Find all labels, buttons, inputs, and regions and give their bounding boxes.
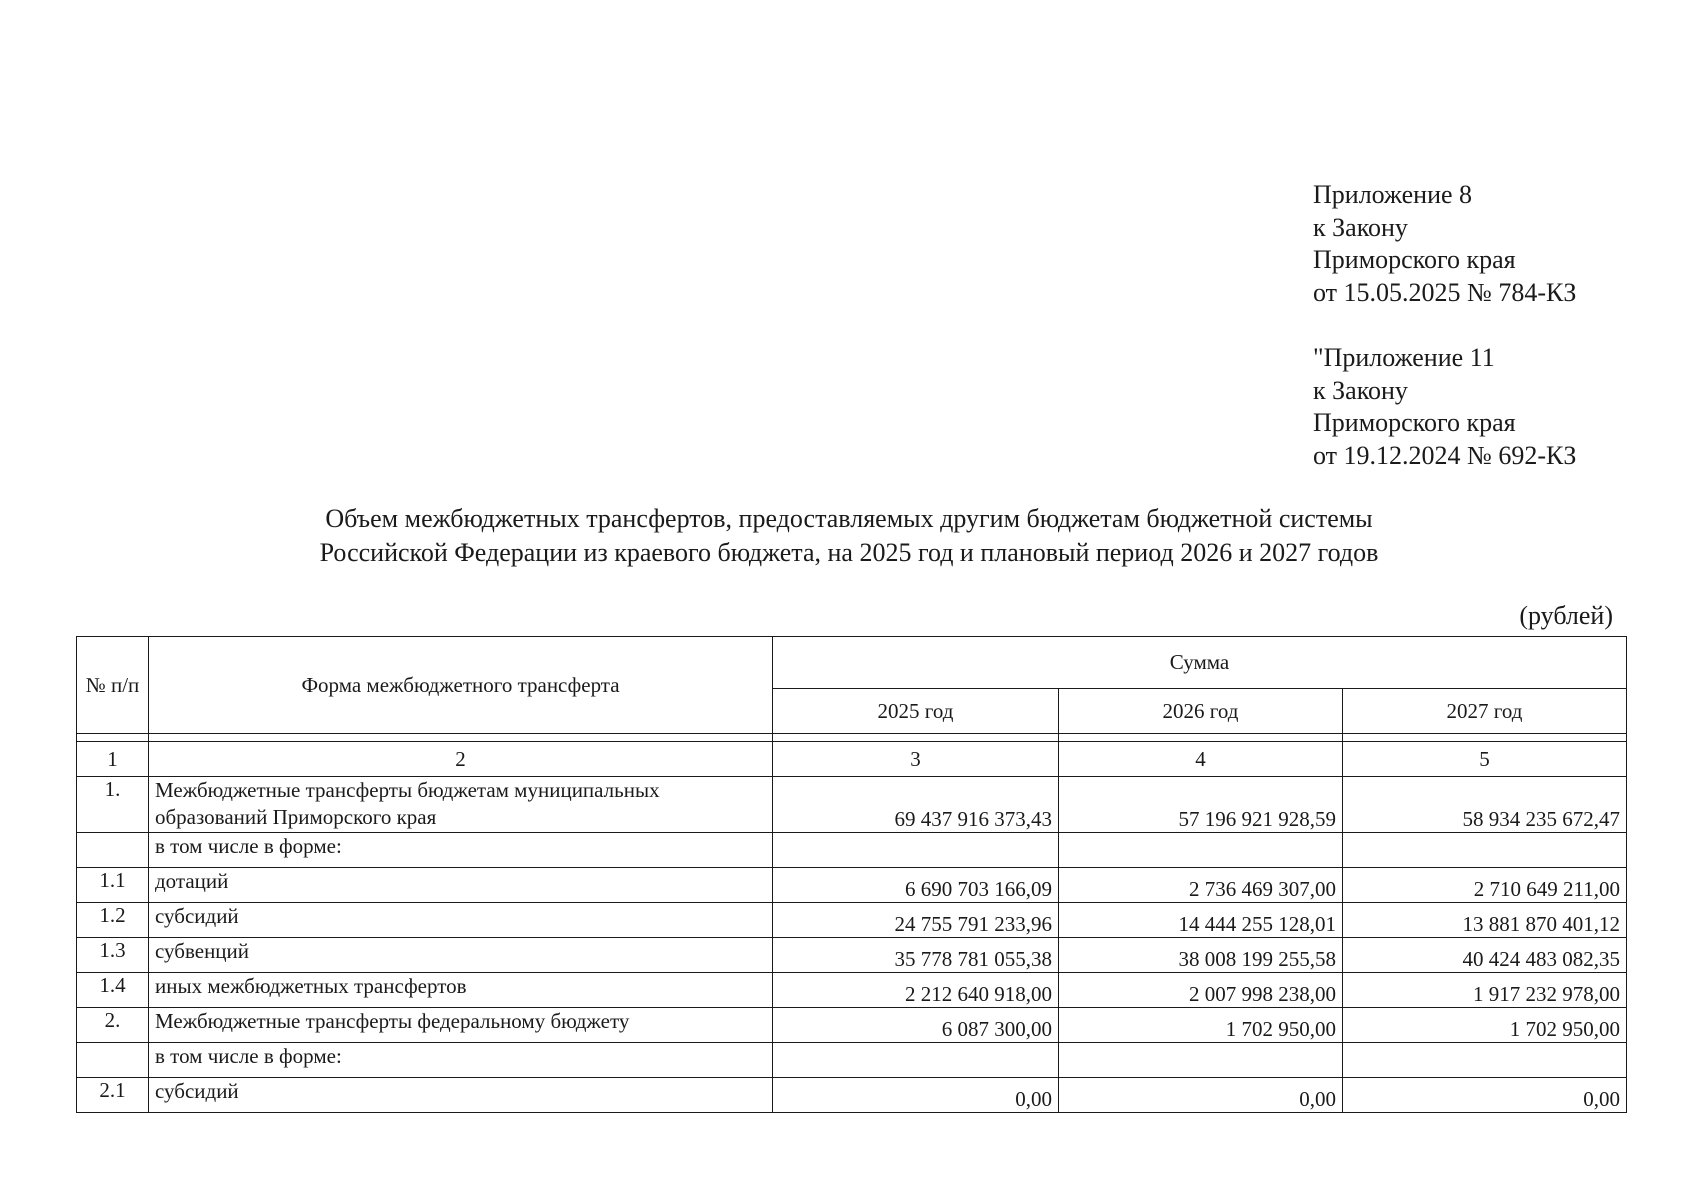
column-number: 5 [1343,742,1627,777]
appendix-line: от 19.12.2024 № 692-КЗ [1313,440,1577,470]
column-number: 2 [149,742,773,777]
document-title [0,502,1698,570]
value-2025: 69 437 916 373,43 [773,777,1059,833]
appendix-amended-reference [1313,342,1576,472]
header-year-2025: 2025 год [773,689,1059,734]
appendix-line: Приложение 8 [1313,180,1473,209]
title-line: Российской Федерации из краевого бюджета, на 2025 год и плановый период 2026 и 2027 годов [319,538,1379,567]
value-2026: 2 007 998 238,00 [1059,973,1343,1008]
value-2025: 35 778 781 055,38 [773,938,1059,973]
value-2026: 14 444 255 128,01 [1059,903,1343,938]
appendix-line: от 15.05.2025 № 784-КЗ [1313,277,1577,307]
value-2026: 38 008 199 255,58 [1059,938,1343,973]
table-row [77,1043,1627,1078]
value-2027: 2 710 649 211,00 [1343,868,1627,903]
row-name: Межбюджетные трансферты бюджетам муниципальных образований Приморского края [149,777,773,833]
value-2025: 6 690 703 166,09 [773,868,1059,903]
value-2027: 58 934 235 672,47 [1343,777,1627,833]
table-row [77,868,1627,903]
value-2026: 0,00 [1059,1078,1343,1113]
title-line: Объем межбюджетных трансфертов, предоставляемых другим бюджетам бюджетной системы [325,504,1373,533]
row-number: 1.1 [77,868,149,903]
row-number: 1.2 [77,903,149,938]
appendix-line: к Закону [1313,212,1408,242]
row-name: субсидий [149,1078,773,1113]
table-row [77,903,1627,938]
value-2027: 0,00 [1343,1078,1627,1113]
row-number: 2.1 [77,1078,149,1113]
appendix-current-reference [1313,179,1576,309]
row-number [77,1043,149,1078]
transfers-table [76,636,1627,1113]
appendix-line: Приморского края [1313,245,1516,274]
table-row [77,973,1627,1008]
value-2025 [773,833,1059,868]
row-name: в том числе в форме: [149,833,773,868]
row-number: 1.3 [77,938,149,973]
column-number: 1 [77,742,149,777]
header-no: № п/п [77,637,149,734]
table-row [77,833,1627,868]
row-number: 1. [77,777,149,833]
value-2027: 1 702 950,00 [1343,1008,1627,1043]
value-2027 [1343,1043,1627,1078]
value-2025 [773,1043,1059,1078]
header-form: Форма межбюджетного трансферта [149,637,773,734]
value-2025: 0,00 [773,1078,1059,1113]
row-number: 2. [77,1008,149,1043]
row-name: субвенций [149,938,773,973]
value-2027 [1343,833,1627,868]
row-name: Межбюджетные трансферты федеральному бюджету [149,1008,773,1043]
row-name: иных межбюджетных трансфертов [149,973,773,1008]
header-year-2027: 2027 год [1343,689,1627,734]
header-row-top [77,637,1627,689]
value-2025: 6 087 300,00 [773,1008,1059,1043]
value-2027: 1 917 232 978,00 [1343,973,1627,1008]
row-name: дотаций [149,868,773,903]
header-separator [77,734,1627,742]
appendix-line: "Приложение 11 [1313,343,1495,372]
row-name: в том числе в форме: [149,1043,773,1078]
table-row [77,1008,1627,1043]
header-year-2026: 2026 год [1059,689,1343,734]
value-2025: 24 755 791 233,96 [773,903,1059,938]
column-number-row [77,742,1627,777]
value-2026: 57 196 921 928,59 [1059,777,1343,833]
value-2026: 1 702 950,00 [1059,1008,1343,1043]
value-2027: 40 424 483 082,35 [1343,938,1627,973]
table-row [77,938,1627,973]
value-2027: 13 881 870 401,12 [1343,903,1627,938]
column-number: 4 [1059,742,1343,777]
appendix-line: Приморского края [1313,408,1516,437]
value-2026 [1059,833,1343,868]
column-number: 3 [773,742,1059,777]
units-label: (рублей) [1519,601,1613,630]
value-2026 [1059,1043,1343,1078]
value-2026: 2 736 469 307,00 [1059,868,1343,903]
appendix-line: к Закону [1313,375,1408,405]
value-2025: 2 212 640 918,00 [773,973,1059,1008]
table-row [77,777,1627,833]
table-row [77,1078,1627,1113]
header-sum: Сумма [773,637,1627,689]
row-number [77,833,149,868]
row-number: 1.4 [77,973,149,1008]
row-name: субсидий [149,903,773,938]
